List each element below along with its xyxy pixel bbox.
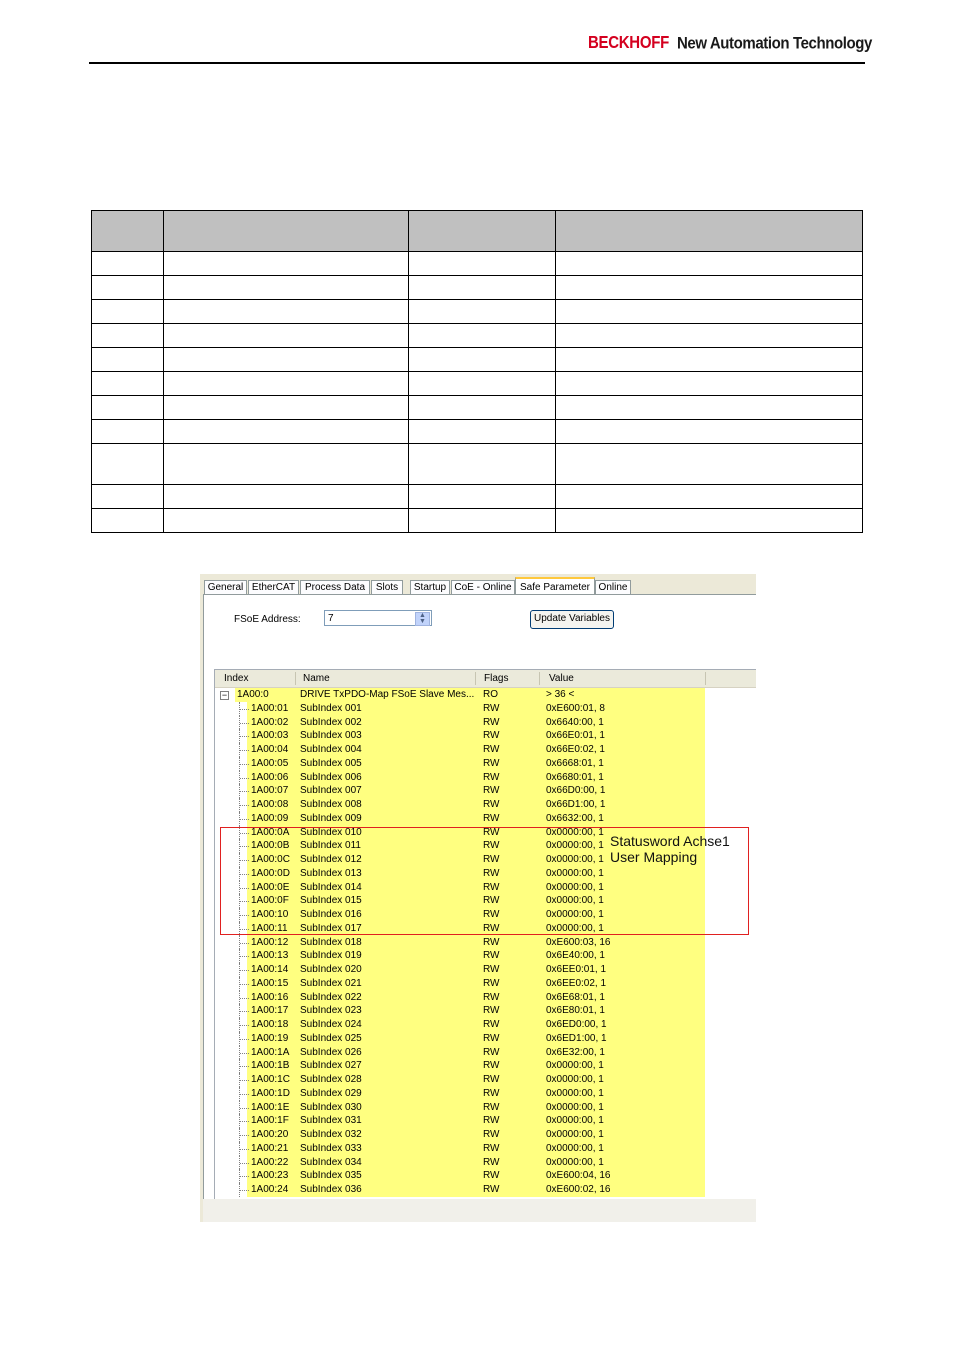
row-name: SubIndex 007: [300, 785, 362, 797]
row-index: 1A00:10: [251, 909, 289, 920]
list-item-root[interactable]: − 1A00:0 DRIVE TxPDO-Map FSoE Slave Mes... RO > 36 <: [215, 688, 756, 702]
table-header-row: [92, 211, 863, 252]
row-flags: RW: [483, 1101, 500, 1113]
row-flags: RW: [483, 757, 500, 769]
row-flags: RW: [483, 950, 500, 962]
table-row: [92, 276, 863, 300]
row-flags: RW: [483, 991, 500, 1003]
table-row: [92, 324, 863, 348]
tab-coe-online[interactable]: CoE - Online: [451, 580, 515, 595]
row-flags: RW: [483, 785, 500, 797]
row-flags: RW: [483, 799, 500, 810]
row-value: 0x0000:00, 1: [546, 881, 604, 893]
row-name: SubIndex 006: [300, 771, 362, 783]
row-name: SubIndex 023: [300, 1005, 362, 1017]
row-index: 1A00:1C: [251, 1074, 290, 1085]
row-value: 0x66E0:01, 1: [546, 730, 605, 742]
row-index: 1A00:15: [251, 977, 289, 989]
tab-slots[interactable]: Slots: [371, 580, 403, 595]
row-name: SubIndex 033: [300, 1142, 362, 1154]
row-flags: RW: [483, 1032, 500, 1044]
row-value: 0x0000:00, 1: [546, 1142, 604, 1154]
window-bottom-strip: [203, 1199, 756, 1222]
row-value: 0x6EE0:01, 1: [546, 964, 607, 975]
list-item[interactable]: [215, 977, 756, 991]
row-value: 0xE600:04, 16: [546, 1170, 611, 1182]
row-flags: RW: [483, 730, 500, 742]
row-value: 0x6632:00, 1: [546, 812, 604, 824]
row-value: 0x66E0:02, 1: [546, 744, 605, 755]
row-flags: RW: [483, 1046, 500, 1058]
row-index: 1A00:1F: [251, 1115, 289, 1127]
row-name: SubIndex 027: [300, 1060, 362, 1072]
row-index: 1A00:04: [251, 744, 289, 755]
row-flags: RW: [483, 867, 500, 879]
row-flags: RW: [483, 1074, 500, 1085]
row-value: 0x6EE0:02, 1: [546, 977, 607, 989]
list-item[interactable]: [215, 702, 756, 716]
row-name: SubIndex 016: [300, 909, 362, 920]
row-index: 1A00:06: [251, 771, 289, 783]
row-index: 1A00:05: [251, 757, 289, 769]
table-row: [92, 420, 863, 444]
list-item[interactable]: [215, 1018, 756, 1032]
document-table: [91, 210, 863, 533]
row-value: 0x0000:00, 1: [546, 922, 604, 934]
row-name: SubIndex 031: [300, 1115, 362, 1127]
row-name: SubIndex 025: [300, 1032, 362, 1044]
row-index: 1A00:0F: [251, 895, 289, 907]
table-header-cell: [92, 211, 164, 252]
row-index: 1A00:08: [251, 799, 289, 810]
row-value: 0x0000:00, 1: [546, 840, 604, 852]
row-name: SubIndex 022: [300, 991, 362, 1003]
row-index: 1A00:19: [251, 1032, 289, 1044]
row-flags: RW: [483, 826, 500, 838]
row-index: 1A00:11: [251, 922, 288, 934]
row-index: 1A00:18: [251, 1019, 289, 1030]
list-item[interactable]: [215, 1183, 756, 1197]
row-name: SubIndex 005: [300, 757, 362, 769]
row-index: 1A00:12: [251, 936, 289, 948]
table-header-cell: [556, 211, 863, 252]
list-item[interactable]: [215, 1128, 756, 1142]
list-item[interactable]: [215, 812, 756, 826]
list-item[interactable]: [215, 1087, 756, 1101]
row-index: 1A00:0D: [251, 867, 290, 879]
row-flags: RW: [483, 895, 500, 907]
row-value: 0x6ED0:00, 1: [546, 1019, 607, 1030]
row-name: SubIndex 030: [300, 1101, 362, 1113]
row-flags: RW: [483, 1087, 500, 1099]
row-name: SubIndex 018: [300, 936, 362, 948]
list-item[interactable]: [215, 949, 756, 963]
list-item[interactable]: [215, 784, 756, 798]
row-value: 0x6E68:01, 1: [546, 991, 605, 1003]
pdo-mapping-list[interactable]: [214, 669, 756, 1201]
row-name: SubIndex 011: [300, 840, 361, 852]
list-item[interactable]: [215, 771, 756, 785]
update-variables-button[interactable]: Update Variables: [530, 610, 614, 629]
table-row: [92, 444, 863, 485]
column-flags[interactable]: Flags: [484, 673, 509, 684]
row-name: SubIndex 010: [300, 826, 362, 838]
table-row: [92, 372, 863, 396]
row-value: 0x6ED1:00, 1: [546, 1032, 607, 1044]
fsoe-address-field[interactable]: [324, 610, 432, 626]
row-index: 1A00:22: [251, 1156, 289, 1168]
row-value: 0x0000:00, 1: [546, 1101, 604, 1113]
row-name: SubIndex 026: [300, 1046, 362, 1058]
row-index: 1A00:03: [251, 730, 289, 742]
list-item[interactable]: [215, 1046, 756, 1060]
row-index: 1A00:23: [251, 1170, 289, 1182]
fsoe-address-value: 7: [328, 613, 334, 624]
list-item[interactable]: [215, 1156, 756, 1170]
row-flags: RW: [483, 1115, 500, 1127]
row-name: SubIndex 014: [300, 881, 362, 893]
table-row: [92, 509, 863, 533]
row-value: 0x66D1:00, 1: [546, 799, 606, 810]
row-value: 0x6E32:00, 1: [546, 1046, 605, 1058]
row-name: SubIndex 008: [300, 799, 362, 810]
row-flags: RW: [483, 1142, 500, 1154]
row-flags: RW: [483, 909, 500, 920]
list-item[interactable]: [215, 716, 756, 730]
row-name: SubIndex 020: [300, 964, 362, 975]
table-header-cell: [409, 211, 556, 252]
row-name: SubIndex 013: [300, 867, 362, 879]
row-flags: RW: [483, 1184, 500, 1195]
collapse-icon[interactable]: −: [221, 690, 228, 700]
row-value: 0x0000:00, 1: [546, 1074, 604, 1085]
row-index: 1A00:1A: [251, 1046, 290, 1058]
page-header: [0, 0, 954, 70]
row-flags: RW: [483, 1005, 500, 1017]
table-row: [92, 485, 863, 509]
row-value: 0x6E80:01, 1: [546, 1005, 605, 1017]
list-header: [215, 670, 756, 688]
tab-process-data[interactable]: Process Data: [300, 580, 370, 595]
row-value: 0x6680:01, 1: [546, 771, 604, 783]
table-row: [92, 348, 863, 372]
row-value: 0x0000:00, 1: [546, 1156, 604, 1168]
tab-startup[interactable]: Startup: [410, 580, 450, 595]
annotation-note: [610, 833, 730, 865]
row-value: 0x6668:01, 1: [546, 757, 604, 769]
row-index: 1A00:07: [251, 785, 289, 797]
header-divider: [89, 62, 865, 64]
list-item[interactable]: [215, 991, 756, 1005]
row-flags: RW: [483, 702, 500, 714]
list-item[interactable]: [215, 1142, 756, 1156]
row-flags: RW: [483, 716, 500, 728]
table-row: [92, 300, 863, 324]
row-index: 1A00:1B: [251, 1060, 290, 1072]
row-name: SubIndex 012: [300, 854, 362, 865]
row-name: SubIndex 003: [300, 730, 362, 742]
row-index: 1A00:02: [251, 716, 289, 728]
row-flags: RW: [483, 771, 500, 783]
brand-tagline: New Automation Technology: [677, 34, 872, 53]
list-item[interactable]: [215, 729, 756, 743]
row-name: SubIndex 015: [300, 895, 362, 907]
spinner-icon[interactable]: ▲ ▼: [415, 612, 430, 626]
row-name: SubIndex 017: [300, 922, 362, 934]
row-index: 1A00:0C: [251, 854, 290, 865]
row-name: SubIndex 002: [300, 716, 362, 728]
row-value: 0xE600:02, 16: [546, 1184, 611, 1195]
row-name: SubIndex 032: [300, 1129, 362, 1140]
row-value: 0x0000:00, 1: [546, 909, 604, 920]
row-index: 1A00:21: [251, 1142, 289, 1154]
row-index: 1A00:0A: [251, 826, 290, 838]
row-name: SubIndex 024: [300, 1019, 362, 1030]
list-item[interactable]: [215, 1114, 756, 1128]
row-index: 1A00:24: [251, 1184, 289, 1195]
twincat-safe-parameter-window: [200, 574, 756, 1222]
row-value: 0x0000:00, 1: [546, 854, 604, 865]
row-flags: RW: [483, 1060, 500, 1072]
fsoe-address-label: FSoE Address:: [234, 614, 301, 625]
row-name: SubIndex 034: [300, 1156, 362, 1168]
list-rows: [215, 688, 756, 1197]
list-item[interactable]: [215, 798, 756, 812]
row-name: SubIndex 035: [300, 1170, 362, 1182]
row-flags: RW: [483, 812, 500, 824]
tab-ethercat[interactable]: EtherCAT: [248, 580, 299, 595]
list-item[interactable]: [215, 936, 756, 950]
row-value: 0x0000:00, 1: [546, 1129, 604, 1140]
row-index: 1A00:13: [251, 950, 289, 962]
annotation-line-1: Statusword Achse1: [610, 833, 730, 849]
row-flags: RW: [483, 881, 500, 893]
row-name: SubIndex 036: [300, 1184, 362, 1195]
brand-logo: BECKHOFF: [588, 33, 669, 53]
list-item[interactable]: [215, 743, 756, 757]
row-value: 0x0000:00, 1: [546, 867, 604, 879]
row-value: 0x0000:00, 1: [546, 1115, 604, 1127]
list-item[interactable]: [215, 1169, 756, 1183]
row-name: SubIndex 029: [300, 1087, 362, 1099]
tab-general[interactable]: General: [204, 580, 247, 595]
row-index: 1A00:1D: [251, 1087, 290, 1099]
column-index[interactable]: Index: [224, 673, 249, 684]
row-index: 1A00:0E: [251, 881, 290, 893]
row-value: 0xE600:01, 8: [546, 702, 605, 714]
row-name: SubIndex 021: [300, 977, 362, 989]
tab-safe-parameter[interactable]: Safe Parameter: [515, 577, 595, 597]
list-item[interactable]: [215, 1032, 756, 1046]
row-index: 1A00:0B: [251, 840, 290, 852]
row-value: 0x0000:00, 1: [546, 1060, 604, 1072]
row-value: 0x0000:00, 1: [546, 895, 604, 907]
row-flags: RW: [483, 854, 500, 865]
row-index: 1A00:20: [251, 1129, 289, 1140]
row-flags: RW: [483, 840, 500, 852]
column-name[interactable]: Name: [303, 673, 330, 684]
row-index: 1A00:1E: [251, 1101, 290, 1113]
table-header-cell: [164, 211, 409, 252]
row-name: SubIndex 009: [300, 812, 362, 824]
annotation-line-2: User Mapping: [610, 849, 698, 865]
row-flags: RW: [483, 744, 500, 755]
row-flags: RW: [483, 1156, 500, 1168]
row-value: 0x0000:00, 1: [546, 1087, 604, 1099]
list-item[interactable]: [215, 1073, 756, 1087]
row-flags: RW: [483, 922, 500, 934]
row-flags: RW: [483, 977, 500, 989]
row-index: 1A00:16: [251, 991, 289, 1003]
list-item[interactable]: [215, 1004, 756, 1018]
list-item[interactable]: [215, 963, 756, 977]
row-flags: RW: [483, 1019, 500, 1030]
row-name: SubIndex 001: [300, 702, 362, 714]
row-flags: RW: [483, 936, 500, 948]
tab-bar: [200, 574, 756, 596]
row-value: 0x66D0:00, 1: [546, 785, 606, 797]
list-item[interactable]: [215, 757, 756, 771]
row-flags: RW: [483, 1129, 500, 1140]
row-value: 0x6E40:00, 1: [546, 950, 605, 962]
row-value: 0xE600:03, 16: [546, 936, 611, 948]
row-name: SubIndex 019: [300, 950, 362, 962]
list-item[interactable]: [215, 1101, 756, 1115]
tab-online[interactable]: Online: [595, 580, 631, 595]
row-name: SubIndex 004: [300, 744, 362, 755]
row-value: 0x6640:00, 1: [546, 716, 604, 728]
row-value: 0x0000:00, 1: [546, 826, 604, 838]
row-index: 1A00:17: [251, 1005, 289, 1017]
row-name: SubIndex 028: [300, 1074, 362, 1085]
list-item[interactable]: [215, 1059, 756, 1073]
row-index: 1A00:09: [251, 812, 289, 824]
row-flags: RW: [483, 964, 500, 975]
column-value[interactable]: Value: [549, 673, 574, 684]
row-index: 1A00:14: [251, 964, 289, 975]
row-flags: RW: [483, 1170, 500, 1182]
table-row: [92, 252, 863, 276]
table-row: [92, 396, 863, 420]
row-index: 1A00:01: [251, 702, 289, 714]
